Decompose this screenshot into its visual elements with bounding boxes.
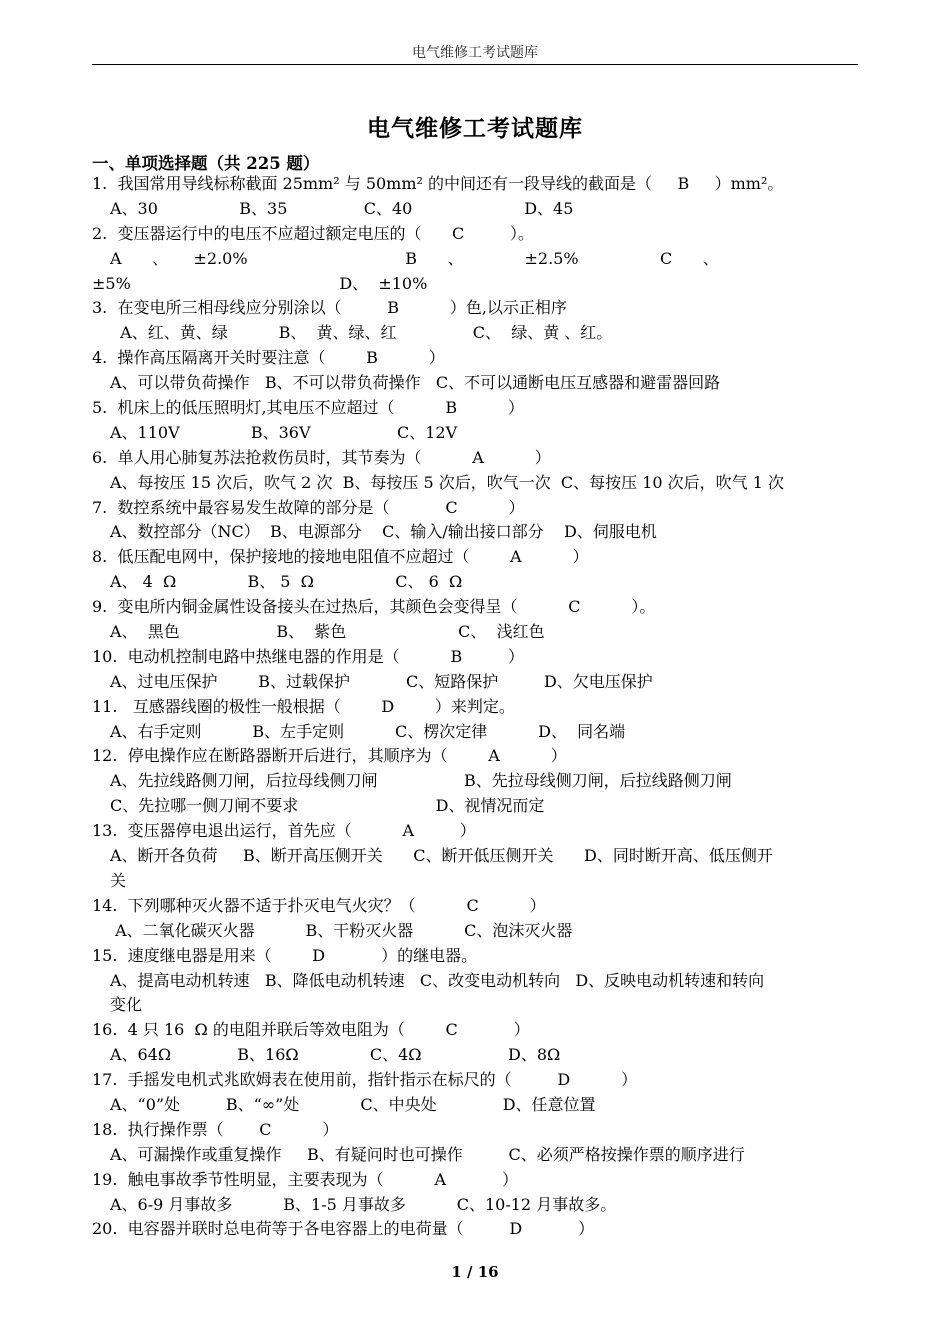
question-line: 17. 手摇发电机式兆欧姆表在使用前，指针指示在标尺的（ D ） <box>92 1070 638 1090</box>
question-list <box>92 172 882 1242</box>
option-line: A、 4 Ω B、 5 Ω C、 6 Ω <box>110 572 463 592</box>
option-line: 变化 <box>110 995 143 1015</box>
option-line: A、右手定则 B、左手定则 C、楞次定律 D、 同名端 <box>110 721 626 741</box>
header-divider <box>92 64 858 65</box>
option-line: A、提高电动机转速 B、降低电动机转速 C、改变电动机转向 D、反映电动机转速和转向 <box>110 970 765 990</box>
section-heading: 一、单项选择题（共 225 题） <box>92 154 320 173</box>
question-line: 16. 4 只 16 Ω 的电阻并联后等效电阻为（ C ） <box>92 1020 530 1040</box>
option-line: A、红、黄、绿 B、 黄、绿、红 C、 绿、黄 、红。 <box>110 323 613 343</box>
question-line: 10. 电动机控制电路中热继电器的作用是（ B ） <box>92 646 525 666</box>
question-line: 20. 电容器并联时总电荷等于各电容器上的电荷量（ D ） <box>92 1219 595 1239</box>
option-line: A、可漏操作或重复操作 B、有疑问时也可操作 C、必须严格按操作票的顺序进行 <box>110 1144 745 1164</box>
question-line: 3. 在变电所三相母线应分别涂以（ B ）色,以示正相序 <box>92 298 567 318</box>
option-line: A、64Ω B、16Ω C、4Ω D、8Ω <box>110 1045 561 1065</box>
option-line: ±5% D、 ±10% <box>92 273 428 293</box>
question-line: 9. 变电所内铜金属性设备接头在过热后，其颜色会变得呈（ C ）。 <box>92 597 656 617</box>
document-title: 电气维修工考试题库 <box>367 115 583 142</box>
option-line: A、可以带负荷操作 B、不可以带负荷操作 C、不可以通断电压互感器和避雷器回路 <box>110 373 721 393</box>
page-number: 1 / 16 <box>451 1263 499 1281</box>
question-line: 8. 低压配电网中，保护接地的接地电阻值不应超过（ A ） <box>92 547 589 567</box>
option-line: A、30 B、35 C、40 D、45 <box>110 198 574 218</box>
option-line: A、先拉线路侧刀闸，后拉母线侧刀闸 B、先拉母线侧刀闸，后拉线路侧刀闸 <box>110 771 732 791</box>
question-line: 11. 互感器线圈的极性一般根据（ D ）来判定。 <box>92 696 515 716</box>
option-line: A、过电压保护 B、过载保护 C、短路保护 D、欠电压保护 <box>110 671 653 691</box>
question-line: 2. 变压器运行中的电压不应超过额定电压的（ C ）。 <box>92 223 534 243</box>
option-line: A、数控部分（NC） B、电源部分 C、输入/输出接口部分 D、伺服电机 <box>110 522 657 542</box>
question-line: 15. 速度继电器是用来（ D ）的继电器。 <box>92 945 478 965</box>
page-header: 电气维修工考试题库 <box>412 45 538 61</box>
question-line: 1. 我国常用导线标称截面 25mm² 与 50mm² 的中间还有一段导线的截面是（ B ）mm²。 <box>92 174 784 193</box>
option-line: A、110V B、36V C、12V <box>110 422 458 442</box>
option-line: A 、 ±2.0% B 、 ±2.5% C 、 <box>110 248 719 268</box>
option-line: A、二氧化碳灭火器 B、干粉灭火器 C、泡沫灭火器 <box>110 920 573 940</box>
option-line: A、断开各负荷 B、断开高压侧开关 C、断开低压侧开关 D、同时断开高、低压侧开 <box>110 846 773 866</box>
option-line: A、6-9 月事故多 B、1-5 月事故多 C、10-12 月事故多。 <box>110 1194 617 1214</box>
question-line: 18. 执行操作票（ C ） <box>92 1119 339 1139</box>
option-line: A、 黑色 B、 紫色 C、 浅红色 <box>110 622 545 642</box>
question-line: 4. 操作高压隔离开关时要注意（ B ） <box>92 348 445 368</box>
option-line: 关 <box>110 870 127 890</box>
question-line: 14. 下列哪种灭火器不适于扑灭电气火灾？（ C ） <box>92 895 546 915</box>
question-line: 12. 停电操作应在断路器断开后进行，其顺序为（ A ） <box>92 746 567 766</box>
question-line: 7. 数控系统中最容易发生故障的部分是（ C ） <box>92 497 525 517</box>
question-line: 6. 单人用心肺复苏法抢救伤员时，其节奏为（ A ） <box>92 447 551 467</box>
question-line: 5. 机床上的低压照明灯,其电压不应超过（ B ） <box>92 398 525 418</box>
option-line: C、先拉哪一侧刀闸不要求 D、视情况而定 <box>110 796 545 816</box>
option-line: A、每按压 15 次后，吹气 2 次 B、每按压 5 次后，吹气一次 C、每按压 10 次后，吹气 1 次 <box>110 472 785 492</box>
question-line: 13. 变压器停电退出运行，首先应（ A ） <box>92 821 476 841</box>
question-line: 19. 触电事故季节性明显，主要表现为（ A ） <box>92 1169 518 1189</box>
option-line: A、“0”处 B、“∞”处 C、中央处 D、任意位置 <box>110 1094 596 1114</box>
